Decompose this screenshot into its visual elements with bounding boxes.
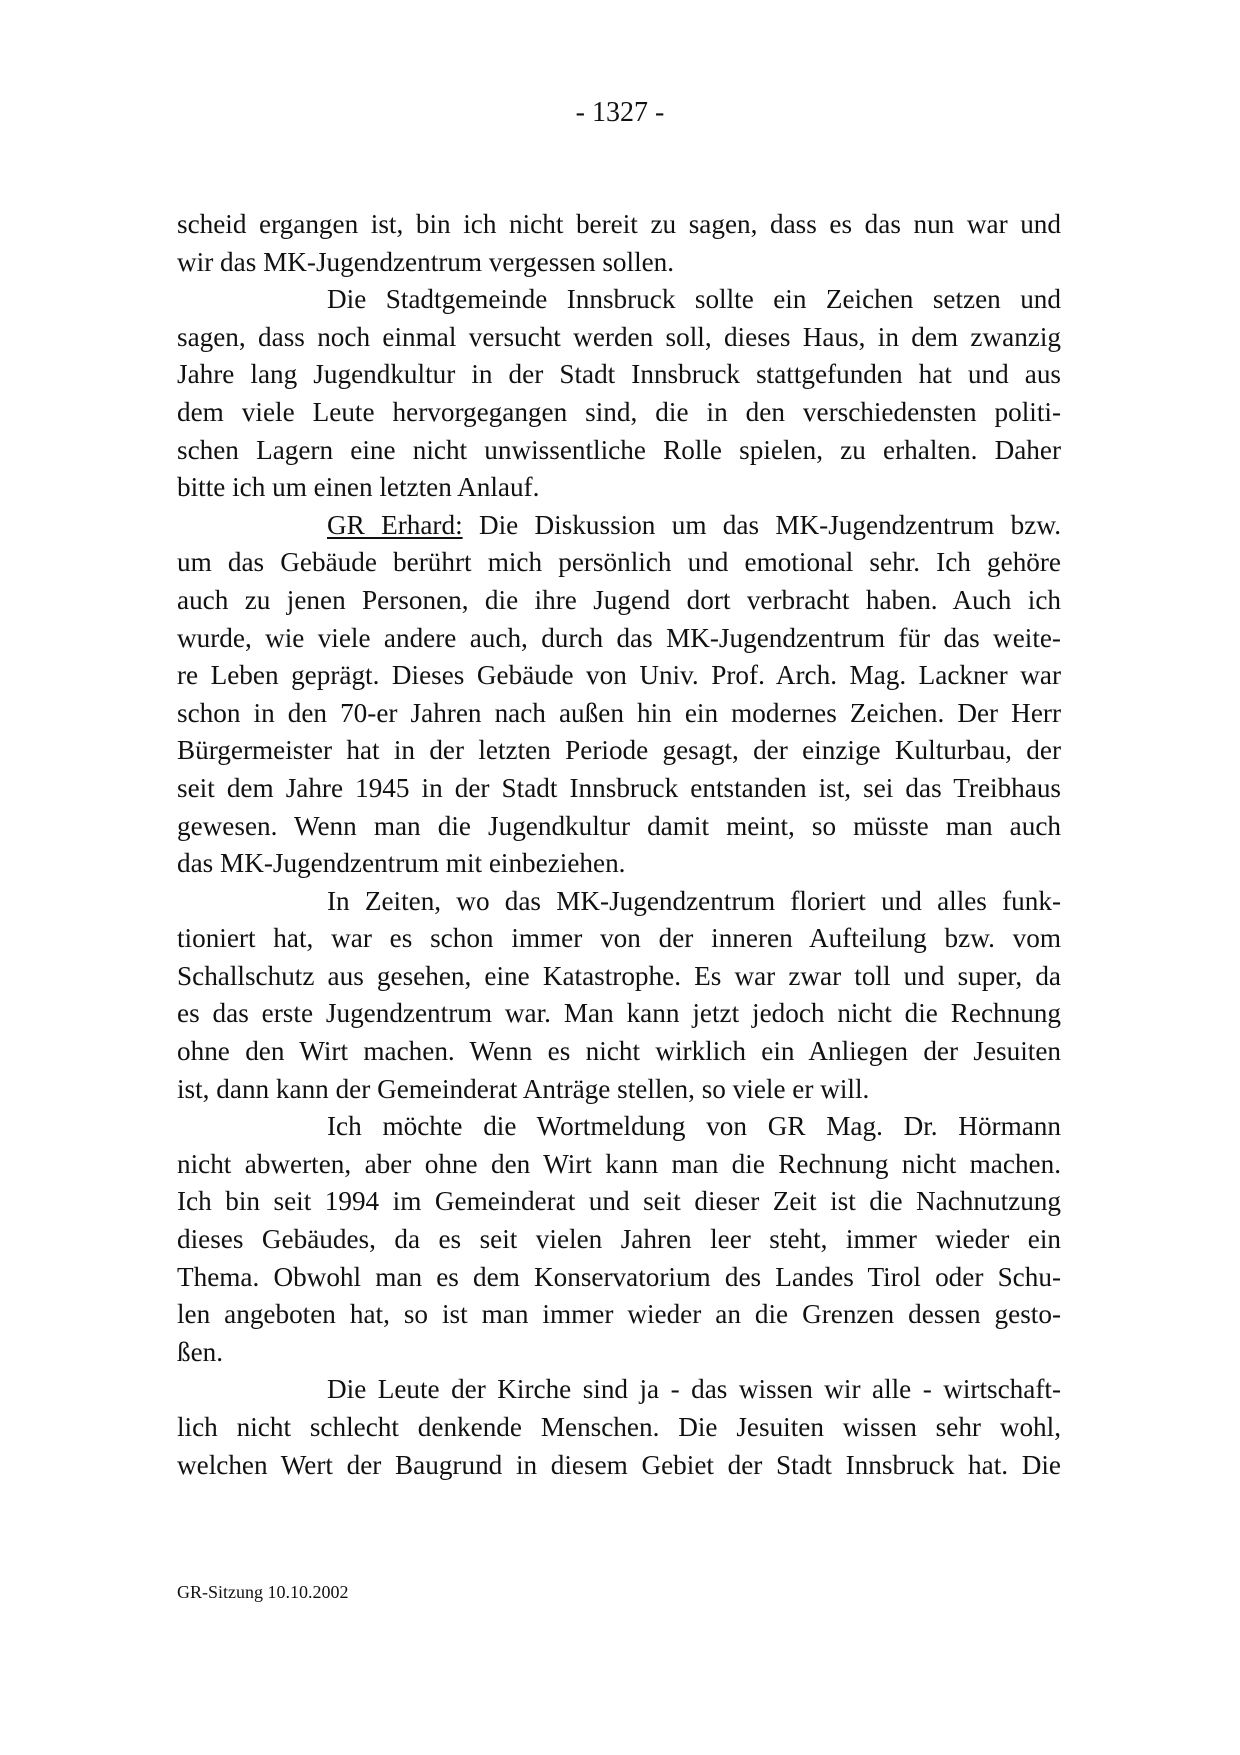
text-line: dem viele Leute hervorgegangen sind, die in den verschiedensten politi-: [177, 396, 1061, 427]
text-line: In Zeiten, wo das MK-Jugendzentrum floriert und alles funk-: [327, 885, 1061, 916]
text-line: re Leben geprägt. Dieses Gebäude von Univ. Prof. Arch. Mag. Lackner war: [177, 660, 1061, 691]
text-line: [177, 507, 1061, 545]
paragraph: [177, 206, 1061, 281]
paragraph: [177, 1108, 1061, 1371]
text-line: seit dem Jahre 1945 in der Stadt Innsbruck entstanden ist, sei das Treibhaus: [177, 772, 1061, 803]
text-line: es das erste Jugendzentrum war. Man kann jetzt jedoch nicht die Rechnung: [177, 998, 1061, 1029]
text-line: schon in den 70-er Jahren nach außen hin ein modernes Zeichen. Der Herr: [177, 697, 1061, 728]
text-line: bitte ich um einen letzten Anlauf.: [177, 472, 540, 503]
footer-session-date: GR-Sitzung 10.10.2002: [177, 1582, 349, 1602]
text-line: ßen.: [177, 1336, 224, 1367]
text-line: wurde, wie viele andere auch, durch das MK-Jugendzentrum für das weite-: [177, 622, 1061, 653]
text-line: dieses Gebäudes, da es seit vielen Jahren leer steht, immer wieder ein: [177, 1224, 1061, 1255]
speaker-name: GR Erhard:: [327, 509, 463, 540]
page-number: - 1327 -: [575, 97, 665, 128]
text-line: wir das MK-Jugendzentrum vergessen sollen.: [177, 246, 675, 277]
text-line: Ich bin seit 1994 im Gemeinderat und seit dieser Zeit ist die Nachnutzung: [177, 1186, 1061, 1217]
text-line-content: Die Diskussion um das MK-Jugendzentrum bzw.: [462, 509, 1061, 540]
text-line: welchen Wert der Baugrund in diesem Gebiet der Stadt Innsbruck hat. Die: [177, 1449, 1061, 1480]
paragraph: [177, 883, 1061, 1109]
text-line: schen Lagern eine nicht unwissentliche Rolle spielen, zu erhalten. Daher: [177, 434, 1061, 465]
text-line: sagen, dass noch einmal versucht werden soll, dieses Haus, in dem zwanzig: [177, 321, 1061, 352]
paragraph: [177, 1371, 1061, 1484]
text-line: gewesen. Wenn man die Jugendkultur damit meint, so müsste man auch: [177, 810, 1061, 841]
text-line: Schallschutz aus gesehen, eine Katastrophe. Es war zwar toll und super, da: [177, 960, 1061, 991]
text-line: scheid ergangen ist, bin ich nicht bereit zu sagen, dass es das nun war und: [177, 209, 1061, 239]
text-line: len angeboten hat, so ist man immer wieder an die Grenzen dessen gesto-: [177, 1299, 1061, 1330]
paragraph: [177, 507, 1061, 883]
text-line: das MK-Jugendzentrum mit einbeziehen.: [177, 848, 626, 879]
text-line: Ich möchte die Wortmeldung von GR Mag. Dr. Hörmann: [327, 1111, 1061, 1142]
text-line: lich nicht schlecht denkende Menschen. Die Jesuiten wissen sehr wohl,: [177, 1412, 1061, 1442]
text-line: Bürgermeister hat in der letzten Periode gesagt, der einzige Kulturbau, der: [177, 735, 1061, 766]
text-line: Die Stadtgemeinde Innsbruck sollte ein Zeichen setzen und: [327, 284, 1061, 315]
text-line: ohne den Wirt machen. Wenn es nicht wirklich ein Anliegen der Jesuiten: [177, 1036, 1061, 1067]
text-line: nicht abwerten, aber ohne den Wirt kann man die Rechnung nicht machen.: [177, 1148, 1061, 1179]
text-line: Die Leute der Kirche sind ja - das wissen wir alle - wirtschaft-: [327, 1374, 1061, 1405]
text-line: ist, dann kann der Gemeinderat Anträge stellen, so viele er will.: [177, 1073, 870, 1104]
paragraph: [177, 281, 1061, 507]
text-line: um das Gebäude berührt mich persönlich und emotional sehr. Ich gehöre: [177, 547, 1061, 578]
text-line: Jahre lang Jugendkultur in der Stadt Innsbruck stattgefunden hat und aus: [177, 359, 1061, 390]
text-line: tioniert hat, war es schon immer von der inneren Aufteilung bzw. vom: [177, 923, 1061, 954]
text-line: Thema. Obwohl man es dem Konservatorium des Landes Tirol oder Schu-: [177, 1261, 1061, 1292]
text-line: auch zu jenen Personen, die ihre Jugend dort verbracht haben. Auch ich: [177, 584, 1061, 615]
body-text: [177, 206, 1061, 1484]
